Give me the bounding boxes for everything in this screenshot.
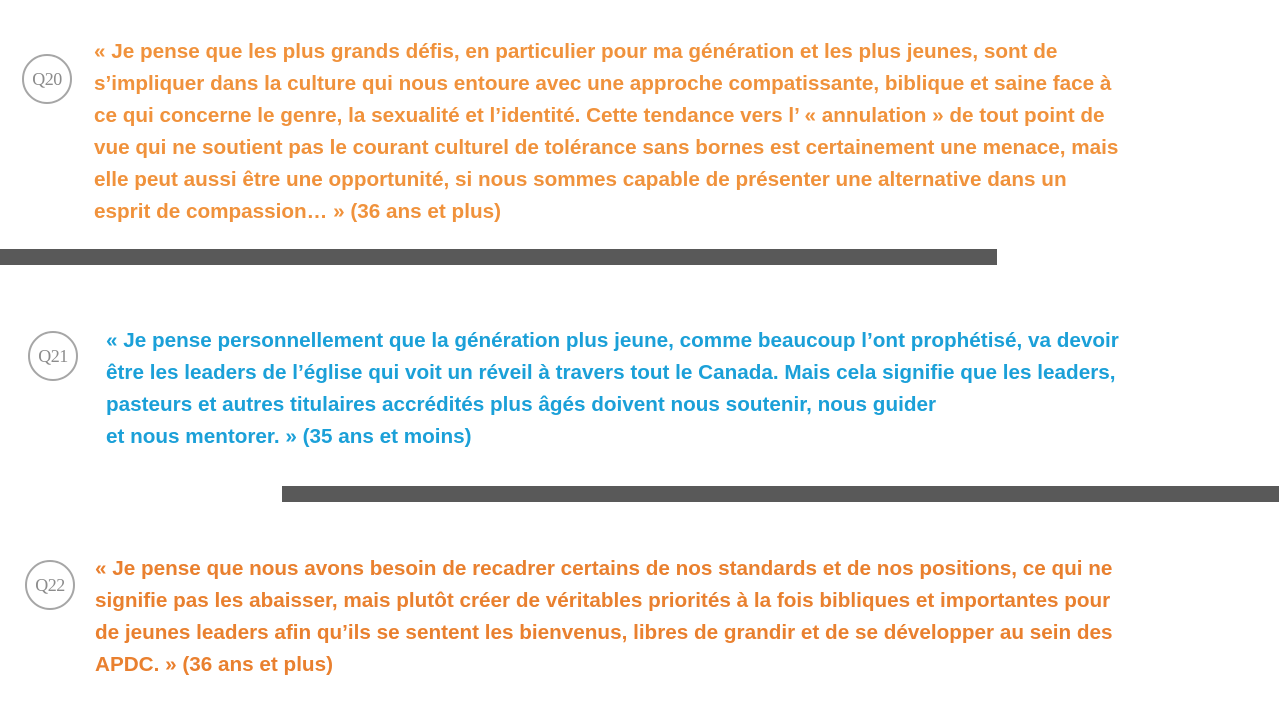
quote-line: ce qui concerne le genre, la sexualité et l’identité. Cette tendance vers l’ « annulation » de tout point de xyxy=(94,104,1105,127)
quote-line: vue qui ne soutient pas le courant culturel de tolérance sans bornes est certainement une menace, mais xyxy=(94,136,1119,159)
quote-line: APDC. » (36 ans et plus) xyxy=(95,653,333,676)
quote-line: « Je pense que nous avons besoin de recadrer certains de nos standards et de nos positions, ce qui ne xyxy=(95,557,1113,580)
divider-bar xyxy=(282,486,1279,502)
quote-line: « Je pense que les plus grands défis, en particulier pour ma génération et les plus jeunes, sont de xyxy=(94,40,1058,63)
quote-line: de jeunes leaders afin qu’ils se sentent les bienvenus, libres de grandir et de se développer au sein des xyxy=(95,621,1113,644)
quote-q22 xyxy=(95,553,1255,681)
quote-line: pasteurs et autres titulaires accrédités plus âgés doivent nous soutenir, nous guider xyxy=(106,393,937,416)
question-badge-q22: Q22 xyxy=(25,560,75,610)
divider-bar xyxy=(0,249,997,265)
question-badge-q20: Q20 xyxy=(22,54,72,104)
quote-line: esprit de compassion… » (36 ans et plus) xyxy=(94,200,501,223)
quote-q21 xyxy=(106,325,1256,453)
quote-line: signifie pas les abaisser, mais plutôt créer de véritables priorités à la fois bibliques et importantes pour xyxy=(95,589,1111,612)
quote-line: et nous mentorer. » (35 ans et moins) xyxy=(106,425,472,448)
quote-line: elle peut aussi être une opportunité, si nous sommes capable de présenter une alternative dans un xyxy=(94,168,1067,191)
quote-line: « Je pense personnellement que la génération plus jeune, comme beaucoup l’ont prophétisé, va devoir xyxy=(106,329,1119,352)
quote-q20 xyxy=(94,36,1254,228)
quote-line: s’impliquer dans la culture qui nous entoure avec une approche compatissante, biblique et saine face à xyxy=(94,72,1112,95)
quote-line: être les leaders de l’église qui voit un réveil à travers tout le Canada. Mais cela signifie que les leaders, xyxy=(106,361,1116,384)
question-badge-q21: Q21 xyxy=(28,331,78,381)
